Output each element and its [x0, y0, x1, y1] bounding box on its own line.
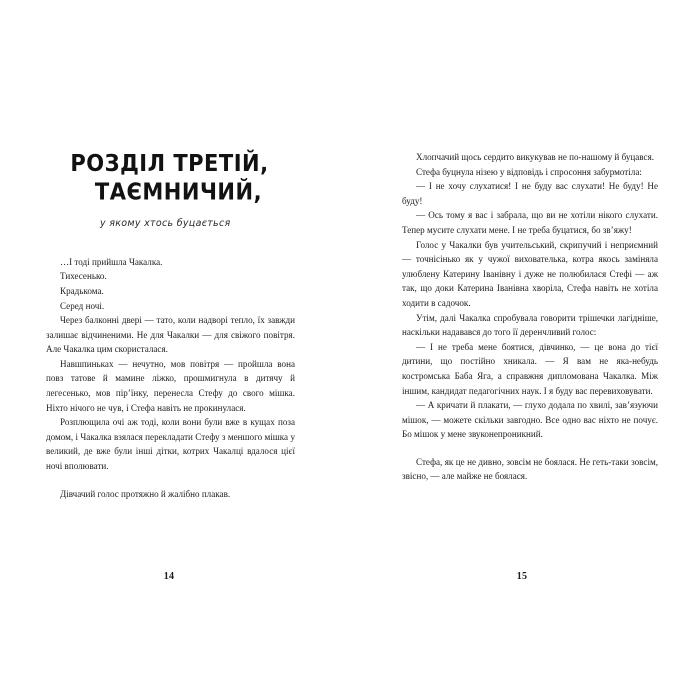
chapter-title-line-2: ТАЄМНИЧИЙ, [94, 178, 263, 206]
paragraph: Утім, далі Чакалка спробувала говорити трішечки лагідніше, наскільки надавався до того її деренчливий голос: [402, 312, 658, 338]
page-number: 14 [163, 571, 175, 582]
paragraph: Стефа буцнула нізею у відповідь і спросоння забурмотіла: [416, 166, 642, 177]
paragraph: Дівчачий голос протяжно й жалібно плакав. [60, 488, 231, 499]
right-page-body [402, 150, 658, 484]
paragraph: Через балконні двері — тато, коли надворі тепло, їх завжди залишає відчиненими. Не для Чакалки — для свіжого повітря. Але Чакалка цим скористалася. [46, 315, 295, 355]
paragraph: — А кричати й плакати, — глухо додала по хвилі, зав’язуючи мішок, — можете скільки завгодно. Все одно вас ніхто не почує. Бо мішок у мене звуконепроникний. [402, 400, 658, 440]
chapter-title-line-1: РОЗДІЛ ТРЕТІЙ, [70, 150, 269, 177]
chapter-heading [46, 150, 295, 229]
paragraph: Крадькома. [60, 285, 104, 296]
paragraph: Стефа, як це не дивно, зовсім не боялася. Не геть-таки зовсім, звісно, — але майже не боялася. [402, 456, 658, 482]
right-page [350, 0, 700, 700]
paragraph: — І не хочу слухатися! І не буду вас слухати! Не буду! Не буду! [402, 181, 658, 206]
paragraph: — Ось тому я вас і забрала, що ви не хотіли нікого слухати. Тепер мусите слухати мене. І не треба буцатися, бо зв’яжу! [402, 210, 658, 235]
paragraph: — І не треба мене боятися, дівчинко, — це вона до тієї дитини, що постійно хникала. — Я вам не яка-небудь костромська Баба Яга, а справжня дипломована Чакалка. Між іншим, кандидат педагогічних наук. І я буду вас перевиховувати. [402, 341, 658, 396]
paragraph: Голос у Чакалки був учительський, скрипучий і неприємний — точнісінько як у чужої вихователька, котра якось заміняла улюблену Катерину Іванівну і дуже не полюбилася Стефі — аж так, що доки Катерина Іванівна хворіла, Стефа навіть не хотіла ходити в садочок. [402, 239, 658, 308]
page-number: 15 [516, 571, 528, 582]
paragraph: Тихесенько. [60, 271, 107, 282]
chapter-subtitle: у якому хтось буцається [100, 217, 231, 229]
paragraph: Навшпиньках — нечутно, мов повітря — пройшла вона повз татове й мамине ліжко, прошмигнула в дитячу й легесенько, мов пір’їнку, перенесла Стефу до свого мішка. Ніхто нічого не чув, і Стефа навіть не прокинулася. [46, 358, 295, 413]
paragraph: …І тоді прийшла Чакалка. [60, 256, 163, 267]
left-page-body [46, 255, 295, 502]
chapter-title [46, 150, 289, 206]
paragraph: Хлопчачий щось сердито викукував не по-нашому й буцався. [416, 152, 655, 162]
paragraph: Розплющила очі аж тоді, коли вони були вже в кущах поза домом, і Чакалка взялася перекладати Стефу з меншого мішка у великий, де вже були інші дітки, котрих Чакалці вдалося цієї ночі вполювати. [46, 417, 295, 472]
paragraph: Серед ночі. [60, 300, 105, 311]
